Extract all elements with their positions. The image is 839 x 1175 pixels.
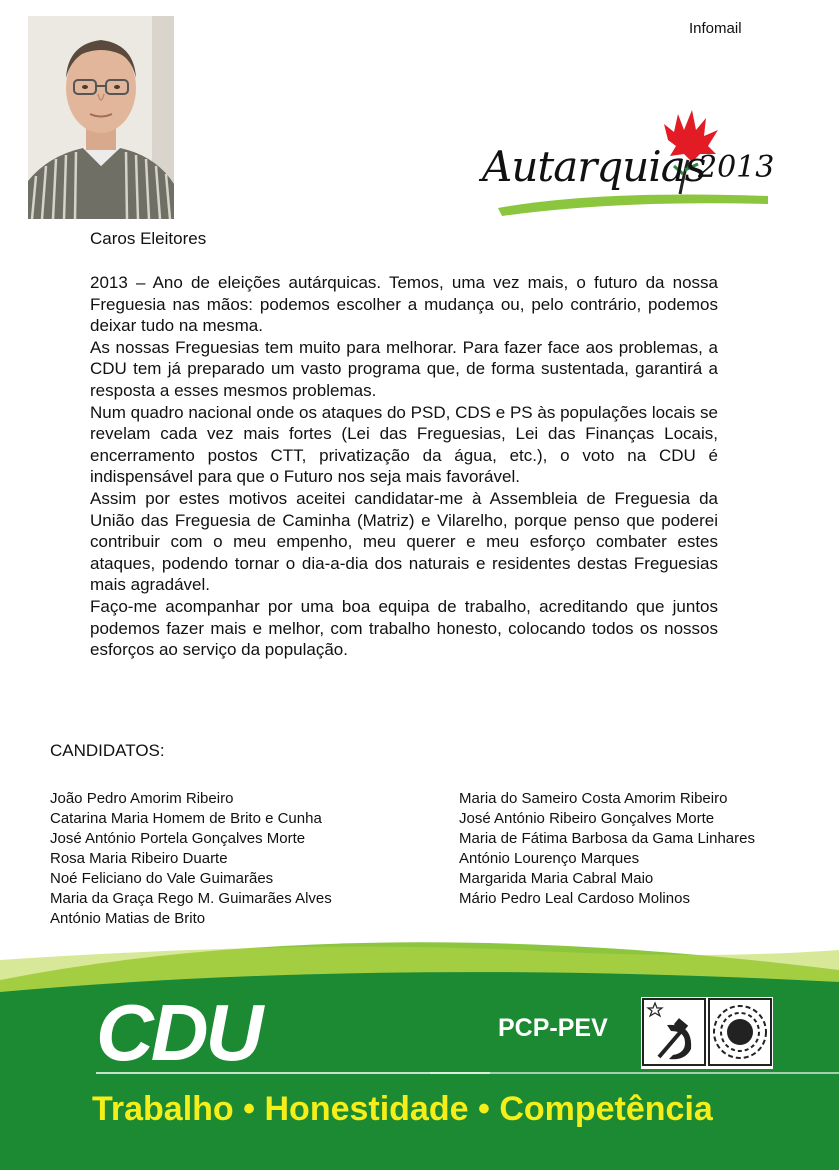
letter-body [90,272,718,661]
letter-greeting: Caros Eleitores [90,229,207,248]
party-symbols [641,997,773,1069]
letter-paragraph: 2013 – Ano de eleições autárquicas. Temos, uma vez mais, o futuro da nossa Freguesia nas mãos: podemos escolher a mudança ou, pelo contrário, podemos deixar tudo na mesma. [90,273,718,336]
candidate-name: Rosa Maria Ribeiro Duarte [50,850,228,867]
candidates-list-right [459,789,755,909]
logo-year: 2013 [698,150,775,185]
candidate-name: João Pedro Amorim Ribeiro [50,790,234,807]
cdu-logo-text: CDU [96,988,261,1077]
candidate-name: Catarina Maria Homem de Brito e Cunha [50,810,322,827]
letter-paragraph: Faço-me acompanhar por uma boa equipa de trabalho, acreditando que juntos podemos fazer mais e melhor, com trabalho honesto, colocando todos os nossos esforços ao serviço da população. [90,596,718,660]
letter-paragraph: Num quadro nacional onde os ataques do PSD, CDS e PS às populações locais se revelam cada vez mais fortes (Lei das Freguesias, Lei das Finanças Locais, encerramento postos CTT, privatização da água, etc.), o voto na CDU é indispensável para que o Futuro nos seja mais favorável. [90,402,718,487]
candidate-photo [28,16,174,219]
letter-paragraph: As nossas Freguesias tem muito para melhorar. Para fazer face aos problemas, a CDU tem já preparado um vasto programa que, de forma sustentada, garantirá a resposta a esses mesmos problemas. [90,337,718,400]
coalition-label: PCP-PEV [498,1014,608,1042]
green-swoosh [498,195,768,217]
candidate-name: Maria do Sameiro Costa Amorim Ribeiro [459,790,728,807]
candidate-name: António Lourenço Marques [459,850,640,867]
slogan: Trabalho • Honestidade • Competência [92,1090,713,1128]
infomail-label: Infomail [689,20,742,37]
candidate-name: José António Ribeiro Gonçalves Morte [459,810,715,827]
autarquias-2013-logo [478,104,775,222]
candidate-name: António Matias de Brito [50,910,206,927]
candidate-name: Margarida Maria Cabral Maio [459,870,654,887]
candidate-name: Maria da Graça Rego M. Guimarães Alves [50,890,332,907]
candidate-name: Noé Feliciano do Vale Guimarães [50,870,274,887]
candidate-name: José António Portela Gonçalves Morte [50,830,306,847]
logo-word: Autarquias [482,142,706,191]
candidate-name: Maria de Fátima Barbosa da Gama Linhares [459,830,755,847]
candidates-list-left [50,789,332,929]
candidate-name: Mário Pedro Leal Cardoso Molinos [459,890,690,907]
candidates-title: CANDIDATOS: [50,741,165,760]
letter-paragraph: Assim por estes motivos aceitei candidatar-me à Assembleia de Freguesia da União das Freguesia de Caminha (Matriz) e Vilarelho, porque penso que poderei contribuir com o meu empenho, meu querer e meu esforço combater estes ataques, podendo tornar o dia-a-dia dos naturais e residentes destas Freguesias mais agradável. [90,488,718,595]
